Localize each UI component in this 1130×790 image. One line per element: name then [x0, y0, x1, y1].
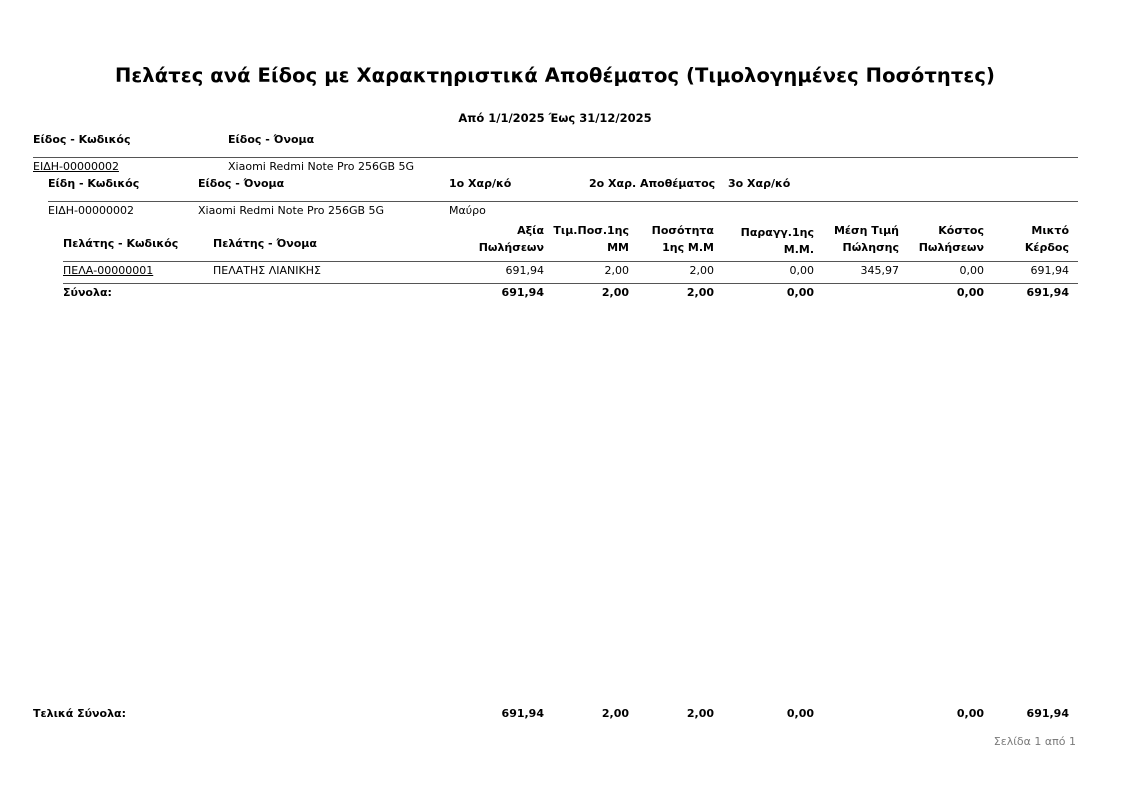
subtotal-sales-value: 691,94 [501, 286, 544, 299]
grand-total-sales-value: 691,94 [501, 707, 544, 720]
group-header-divider [33, 157, 1078, 158]
col-avg-price: Μέση Τιμή Πώλησης [833, 224, 899, 254]
grand-total-label: Τελικά Σύνολα: [33, 707, 126, 720]
col-qty: Ποσότητα 1ης Μ.Μ [651, 224, 714, 254]
subtotal-cost: 0,00 [956, 286, 984, 299]
grand-total-qty: 2,00 [686, 707, 714, 720]
col-cost: Κόστος Πωλήσεων [918, 224, 984, 254]
col-invoiced-qty: Τιμ.Ποσ.1ης ΜΜ [553, 224, 629, 254]
customer-code-link[interactable]: ΠΕΛΑ-00000001 [63, 264, 154, 277]
char1-label: 1ο Χαρ/κό [449, 177, 512, 190]
row-avg-price: 345,97 [860, 264, 899, 277]
sub-item-name: Xiaomi Redmi Note Pro 256GB 5G [198, 204, 385, 217]
report-title: Πελάτες ανά Είδος με Χαρακτηριστικά Αποθέματος (Τιμολογημένες Ποσότητες) [114, 64, 996, 87]
row-gross-profit: 691,94 [1030, 264, 1069, 277]
row-qty: 2,00 [689, 264, 714, 277]
col-sales-value: Αξία Πωλήσεων [478, 224, 544, 254]
group-item-name: Xiaomi Redmi Note Pro 256GB 5G [228, 160, 415, 173]
subtotal-gross-profit: 691,94 [1026, 286, 1069, 299]
group-code-label: Είδος - Κωδικός [33, 133, 131, 146]
row-sales-value: 691,94 [505, 264, 544, 277]
grand-total-produced: 0,00 [786, 707, 814, 720]
group-item-code-link[interactable]: ΕΙΔΗ-00000002 [33, 160, 119, 173]
page-number: Σελίδα 1 από 1 [993, 735, 1076, 748]
group-name-label: Είδος - Όνομα [228, 133, 315, 146]
sub-code-label: Είδη - Κωδικός [48, 177, 140, 190]
subtotal-invoiced-qty: 2,00 [601, 286, 629, 299]
char2-label: 2ο Χαρ. Αποθέματος [589, 177, 716, 190]
report-period: Από 1/1/2025 Έως 31/12/2025 [458, 111, 652, 125]
customer-name: ΠΕΛΑΤΗΣ ΛΙΑΝΙΚΗΣ [213, 264, 321, 277]
col-produced: Παραγγ.1ης Μ.Μ. [740, 226, 814, 256]
sub-item-code: ΕΙΔΗ-00000002 [48, 204, 134, 217]
subtotal-divider [63, 283, 1078, 284]
subtotal-produced: 0,00 [786, 286, 814, 299]
row-cost: 0,00 [959, 264, 984, 277]
sub-header-divider [48, 201, 1078, 202]
subtotal-label: Σύνολα: [63, 286, 112, 299]
col-customer-name: Πελάτης - Όνομα [213, 237, 317, 250]
grand-total-invoiced-qty: 2,00 [601, 707, 629, 720]
grand-total-cost: 0,00 [956, 707, 984, 720]
grand-total-gross-profit: 691,94 [1026, 707, 1069, 720]
char3-label: 3ο Χαρ/κό [728, 177, 791, 190]
row-produced: 0,00 [789, 264, 814, 277]
sub-name-label: Είδος - Όνομα [198, 177, 285, 190]
subtotal-qty: 2,00 [686, 286, 714, 299]
col-customer-code: Πελάτης - Κωδικός [63, 237, 179, 250]
col-gross-profit: Μικτό Κέρδος [1024, 224, 1069, 254]
columns-divider [63, 261, 1078, 262]
sub-item-char1: Μαύρο [449, 204, 486, 217]
row-invoiced-qty: 2,00 [604, 264, 629, 277]
